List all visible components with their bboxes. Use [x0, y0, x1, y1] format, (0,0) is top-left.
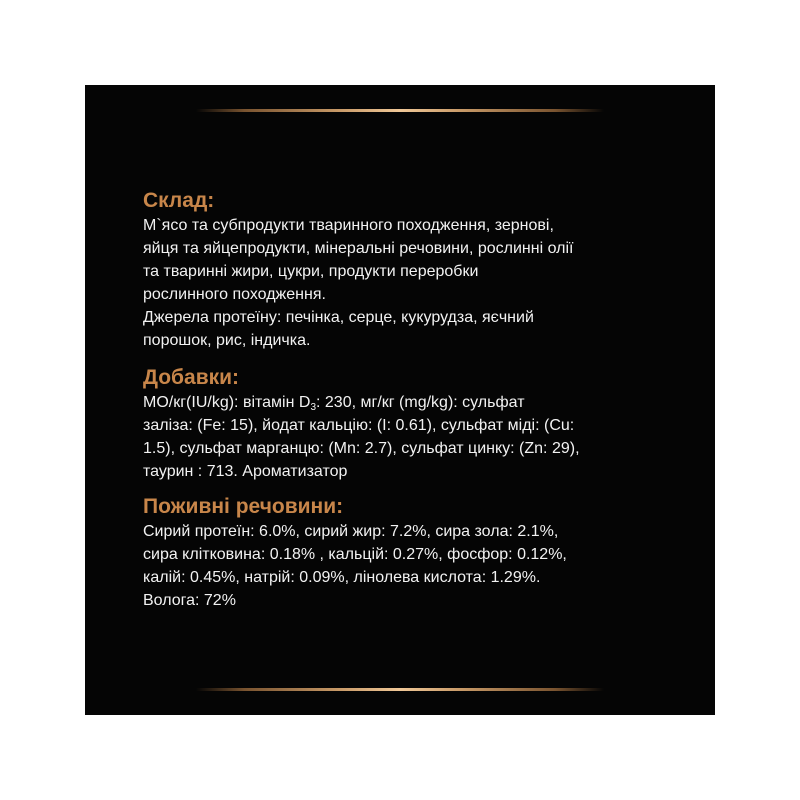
composition-line: рослинного походження. [143, 286, 326, 303]
nutrients-line: калій: 0.45%, натрій: 0.09%, лінолева кислота: 1.29%. [143, 569, 541, 586]
protein-sources-line: Джерела протеїну: печінка, серце, кукурудза, яєчний [143, 309, 534, 326]
moisture-line: Волога: 72% [143, 592, 236, 609]
additives-line [143, 391, 683, 414]
top-gold-divider [196, 109, 604, 112]
nutrients-line: сира клітковина: 0.18% , кальцій: 0.27%, фосфор: 0.12%, [143, 546, 567, 563]
protein-sources-line: порошок, рис, індичка. [143, 332, 311, 349]
composition-line: та тваринні жири, цукри, продукти переробки [143, 263, 479, 280]
additives-heading: Добавки: [143, 366, 240, 389]
additives-section [143, 366, 683, 483]
nutrients-section [143, 495, 683, 612]
additives-line: заліза: (Fe: 15), йодат кальцію: (I: 0.61), сульфат міді: (Cu: [143, 417, 575, 434]
composition-section [143, 189, 683, 352]
composition-line: яйця та яйцепродукти, мінеральні речовини, рослинні олії [143, 240, 574, 257]
composition-heading: Склад: [143, 189, 215, 212]
additives-line: таурин : 713. Ароматизатор [143, 463, 348, 480]
nutrients-heading: Поживні речовини: [143, 495, 344, 518]
vitamin-d-value: : 230, мг/кг (mg/kg): сульфат [316, 394, 525, 411]
nutrients-line: Сирий протеїн: 6.0%, сирий жир: 7.2%, сира зола: 2.1%, [143, 523, 559, 540]
vitamin-d-subscript: 3 [310, 402, 316, 413]
additives-line: 1.5), сульфат марганцю: (Mn: 2.7), сульфат цинку: (Zn: 29), [143, 440, 580, 457]
ingredients-panel [85, 85, 715, 715]
vitamin-d-label: МО/кг(IU/kg): вітамін D [143, 394, 311, 411]
bottom-gold-divider [196, 688, 604, 691]
composition-line: М`ясо та субпродукти тваринного походження, зернові, [143, 217, 554, 234]
